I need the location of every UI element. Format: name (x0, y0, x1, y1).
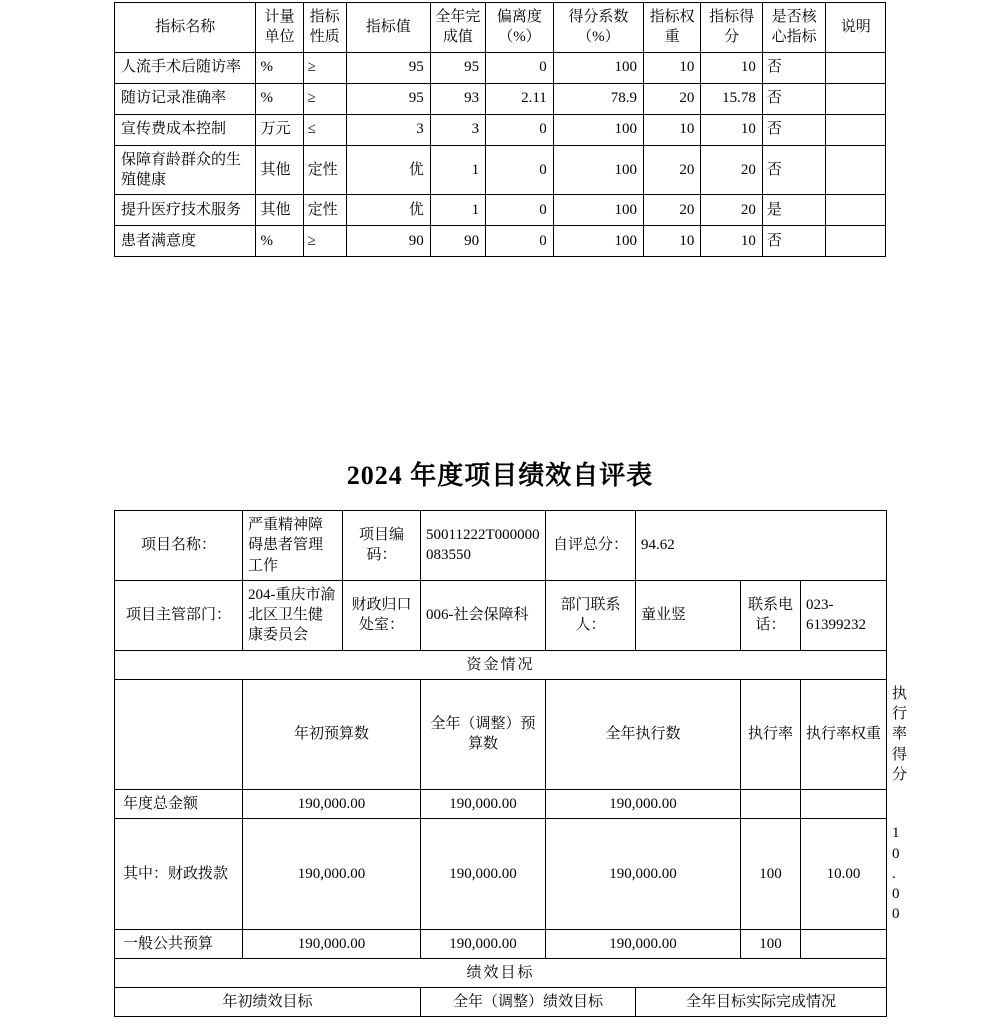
funds-adjusted-value: 190,000.00 (421, 929, 546, 958)
cell-core: 否 (762, 83, 826, 114)
cell-weight: 10 (643, 52, 700, 83)
cell-weight: 10 (643, 226, 700, 257)
contact-person-label: 部门联系人： (546, 580, 636, 650)
cell-score: 20 (701, 145, 763, 195)
cell-score: 10 (701, 114, 763, 145)
funds-col-header-rate-weight: 执行率权重 (801, 679, 887, 789)
project-name-value: 严重精神障碍患者管理工作 (243, 511, 343, 581)
finance-office-label: 财政归口处室： (343, 580, 421, 650)
phone-label: 联系电话： (741, 580, 801, 650)
col-header-nature: 指标性质 (303, 3, 346, 53)
funds-col-header-rate: 执行率 (741, 679, 801, 789)
cell-target: 95 (346, 83, 430, 114)
cell-core: 否 (762, 226, 826, 257)
funds-col-header-executed: 全年执行数 (546, 679, 741, 789)
cell-coefficient: 100 (553, 195, 643, 226)
cell-score: 10 (701, 226, 763, 257)
funds-rate-weight-value: 10.00 (801, 819, 887, 929)
goal-section-title: 绩效目标 (115, 958, 887, 987)
project-code-label: 项目编码： (343, 511, 421, 581)
cell-score: 10 (701, 52, 763, 83)
funds-rate-value: 100 (741, 819, 801, 929)
col-header-name: 指标名称 (115, 3, 256, 53)
self-score-value: 94.62 (636, 511, 887, 581)
col-header-actual: 全年完成值 (430, 3, 485, 53)
cell-note (826, 195, 886, 226)
cell-deviation: 0 (486, 114, 554, 145)
funds-col-header-initial: 年初预算数 (243, 679, 421, 789)
table-row (115, 52, 886, 83)
cell-note (826, 226, 886, 257)
phone-value: 023-61399232 (801, 580, 887, 650)
col-header-note: 说明 (826, 3, 886, 53)
cell-unit: % (256, 52, 303, 83)
cell-deviation: 0 (486, 195, 554, 226)
col-header-target: 指标值 (346, 3, 430, 53)
page-title: 2024 年度项目绩效自评表 (346, 461, 654, 490)
project-code-value: 50011222T000000083550 (421, 511, 546, 581)
funds-header-row: 年初预算数 全年（调整）预算数 全年执行数 执行率 执行率权重 执行率得分 (115, 679, 887, 789)
col-header-weight: 指标权重 (643, 3, 700, 53)
cell-indicator-name: 随访记录准确率 (115, 83, 256, 114)
funds-row (115, 929, 887, 958)
cell-core: 否 (762, 145, 826, 195)
project-info-row (115, 511, 887, 581)
funds-section-title: 资金情况 (115, 650, 887, 679)
table-row (115, 83, 886, 114)
cell-core: 否 (762, 114, 826, 145)
contact-person-value: 童业竖 (636, 580, 741, 650)
self-score-label: 自评总分： (546, 511, 636, 581)
cell-indicator-name: 患者满意度 (115, 226, 256, 257)
self-evaluation-table (114, 510, 908, 1017)
funds-row-label: 年度总金额 (115, 790, 243, 819)
funds-rate-value (741, 790, 801, 819)
cell-target: 优 (346, 145, 430, 195)
cell-nature: ≤ (303, 114, 346, 145)
cell-nature: 定性 (303, 195, 346, 226)
goal-col-header-actual: 全年目标实际完成情况 (636, 988, 887, 1017)
goal-col-header-adjusted: 全年（调整）绩效目标 (421, 988, 636, 1017)
department-info-row (115, 580, 887, 650)
cell-score: 15.78 (701, 83, 763, 114)
funds-executed-value: 190,000.00 (546, 929, 741, 958)
funds-initial-value: 190,000.00 (243, 929, 421, 958)
cell-actual: 1 (430, 195, 485, 226)
cell-indicator-name: 宣传费成本控制 (115, 114, 256, 145)
indicator-table (114, 2, 886, 257)
cell-unit: 其他 (256, 145, 303, 195)
cell-nature: 定性 (303, 145, 346, 195)
cell-target: 95 (346, 52, 430, 83)
dept-value: 204-重庆市渝北区卫生健康委员会 (243, 580, 343, 650)
cell-weight: 20 (643, 195, 700, 226)
table-row (115, 195, 886, 226)
cell-indicator-name: 提升医疗技术服务 (115, 195, 256, 226)
cell-note (826, 52, 886, 83)
col-header-core: 是否核心指标 (762, 3, 826, 53)
cell-actual: 3 (430, 114, 485, 145)
cell-weight: 20 (643, 83, 700, 114)
cell-deviation: 0 (486, 226, 554, 257)
funds-row-label: 一般公共预算 (115, 929, 243, 958)
cell-unit: % (256, 83, 303, 114)
col-header-unit: 计量单位 (256, 3, 303, 53)
funds-rate-weight-value (801, 790, 887, 819)
funds-rate-weight-value (801, 929, 887, 958)
funds-col-header-adjusted: 全年（调整）预算数 (421, 679, 546, 789)
cell-deviation: 0 (486, 145, 554, 195)
cell-coefficient: 100 (553, 52, 643, 83)
funds-executed-value: 190,000.00 (546, 819, 741, 929)
col-header-score: 指标得分 (701, 3, 763, 53)
finance-office-value: 006-社会保障科 (421, 580, 546, 650)
table-row (115, 145, 886, 195)
col-header-coefficient: 得分系数（%） (553, 3, 643, 53)
cell-nature: ≥ (303, 226, 346, 257)
funds-rate-value: 100 (741, 929, 801, 958)
funds-section-row (115, 650, 887, 679)
cell-coefficient: 100 (553, 226, 643, 257)
cell-target: 90 (346, 226, 430, 257)
cell-target: 3 (346, 114, 430, 145)
dept-label: 项目主管部门： (115, 580, 243, 650)
cell-actual: 90 (430, 226, 485, 257)
funds-adjusted-value: 190,000.00 (421, 790, 546, 819)
cell-coefficient: 78.9 (553, 83, 643, 114)
cell-coefficient: 100 (553, 114, 643, 145)
cell-weight: 10 (643, 114, 700, 145)
table-row (115, 226, 886, 257)
table-header-row (115, 3, 886, 53)
cell-core: 否 (762, 52, 826, 83)
table-row (115, 114, 886, 145)
funds-col-header-blank (115, 679, 243, 789)
cell-actual: 1 (430, 145, 485, 195)
goal-col-header-initial: 年初绩效目标 (115, 988, 421, 1017)
goal-header-row (115, 988, 887, 1017)
goal-section-row (115, 958, 887, 987)
funds-executed-value: 190,000.00 (546, 790, 741, 819)
cell-target: 优 (346, 195, 430, 226)
cell-actual: 93 (430, 83, 485, 114)
funds-row: 其中：财政拨款 190,000.00 190,000.00 190,000.00 100 10.00 10.00 (115, 819, 887, 929)
funds-row-label: 其中：财政拨款 (115, 819, 243, 929)
project-name-label: 项目名称： (115, 511, 243, 581)
cell-weight: 20 (643, 145, 700, 195)
cell-unit: 其他 (256, 195, 303, 226)
cell-deviation: 0 (486, 52, 554, 83)
cell-actual: 95 (430, 52, 485, 83)
cell-nature: ≥ (303, 83, 346, 114)
cell-unit: % (256, 226, 303, 257)
cell-deviation: 2.11 (486, 83, 554, 114)
cell-note (826, 145, 886, 195)
funds-row (115, 790, 887, 819)
col-header-deviation: 偏离度（%） (486, 3, 554, 53)
funds-initial-value: 190,000.00 (243, 790, 421, 819)
cell-nature: ≥ (303, 52, 346, 83)
cell-indicator-name: 保障育龄群众的生殖健康 (115, 145, 256, 195)
cell-score: 20 (701, 195, 763, 226)
funds-initial-value: 190,000.00 (243, 819, 421, 929)
cell-core: 是 (762, 195, 826, 226)
cell-indicator-name: 人流手术后随访率 (115, 52, 256, 83)
cell-coefficient: 100 (553, 145, 643, 195)
funds-adjusted-value: 190,000.00 (421, 819, 546, 929)
cell-note (826, 83, 886, 114)
cell-note (826, 114, 886, 145)
cell-unit: 万元 (256, 114, 303, 145)
